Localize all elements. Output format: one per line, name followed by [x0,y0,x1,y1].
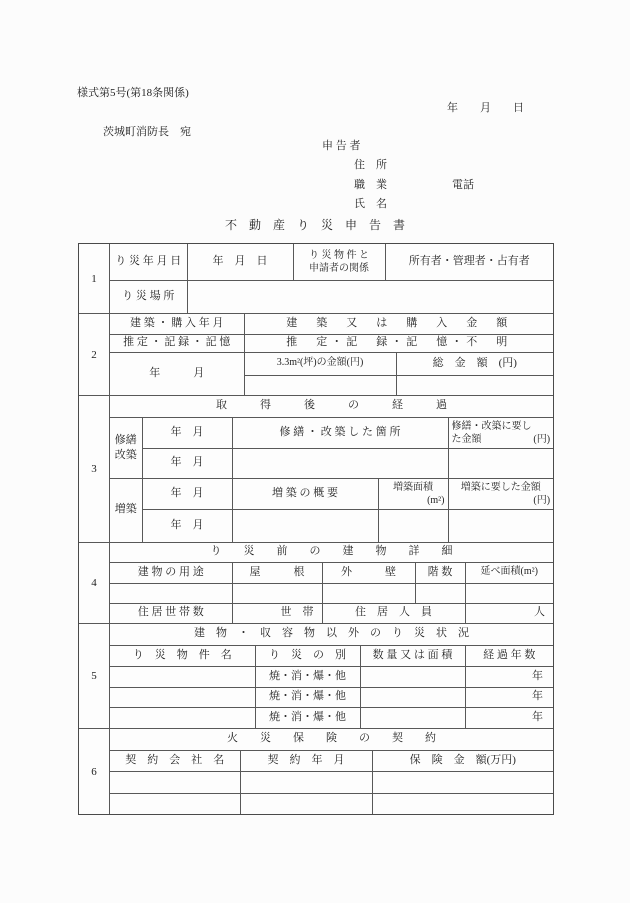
section-5 [79,623,553,728]
quantity-input-cell [360,687,465,707]
company-label: 契 約 会 社 名 [110,750,240,771]
damage-row-2 [110,687,553,707]
damage-type-options: 焼・消・爆・他 [255,687,360,707]
elapsed-years-unit: 年 [465,687,553,707]
repair-rebuild-label: 修繕 改築 [110,417,142,478]
address-label: 住 所 [354,159,387,171]
name-label: 氏 名 [354,198,387,210]
date-line: 年 月 日 [447,102,524,114]
extension-cost-input-cell [448,509,553,542]
phone-label: 電話 [452,179,474,191]
company-input-cell [110,771,240,793]
building-detail-header: り 災 前 の 建 物 詳 細 [110,543,553,562]
damage-type-options: 焼・消・爆・他 [255,666,360,687]
risai-date-value: 年 月 日 [187,244,293,280]
form-number: 様式第5号(第18条関係) [77,87,189,99]
total-amount-label: 総 金 額 (円) [396,352,553,375]
floors-label: 階 数 [415,562,465,583]
section-4-number: 4 [79,543,110,623]
repair-place-input-cell [232,448,448,478]
declaration-table [78,243,554,815]
section-2 [79,313,553,395]
extension-area-label: 増築面積 (m²) [378,478,448,509]
quantity-label: 数 量 又 は 面 積 [360,645,465,666]
declarant-label: 申 告 者 [322,140,361,152]
extension-ym-label-2: 年 月 [142,509,232,542]
unit-price-label: 3.3m²(坪)の金額(円) [244,352,396,375]
unit-price-input-cell [244,375,396,395]
extension-ym-label: 年 月 [142,478,232,509]
section-6 [79,728,553,814]
extension-label: 増築 [110,478,142,542]
other-damage-header: 建 物 ・ 収 容 物 以 外 の り 災 状 況 [110,624,553,645]
elapsed-years-unit: 年 [465,666,553,687]
risai-date-label: り 災 年 月 日 [110,244,187,280]
section-5-number: 5 [79,624,110,728]
residents-unit: 人 [465,603,553,623]
extension-cost-label: 増築に要した金額 (円) [448,478,553,509]
acquisition-header: 取 得 後 の 経 過 [110,396,553,417]
insurance-row-2 [110,793,553,814]
insurance-amount-label: 保 険 金 額(万円) [372,750,553,771]
damage-row-1 [110,666,553,687]
occupation-label: 職 業 [354,179,387,191]
section-6-number: 6 [79,729,110,814]
relation-options: 所有者・管理者・占有者 [385,244,553,280]
quantity-input-cell [360,666,465,687]
roof-label: 屋 根 [232,562,322,583]
repair-ym-label: 年 月 [142,417,232,448]
repair-place-label: 修 繕 ・ 改 築 し た 箇 所 [232,417,448,448]
contract-date-input-cell [240,793,372,814]
roof-input-cell [232,583,322,603]
item-name-input-cell [110,707,255,728]
damage-type-label: り 災 の 別 [255,645,360,666]
risai-place-label: り 災 場 所 [110,280,187,313]
section-3 [79,395,553,542]
built-amount-label: 建 築 又 は 購 入 金 額 [244,314,553,334]
section-2-number: 2 [79,314,110,395]
estimate-label: 推 定 ・ 記 録 ・ 記 憶 [110,334,244,352]
estimate-options: 推 定・記 録・記 憶・不 明 [244,334,553,352]
section-1 [79,244,553,313]
repair-cost-label: 修繕・改築に要し た金額 (円) [448,417,553,448]
households-label: 住 居 世 帯 数 [110,603,232,623]
elapsed-years-unit: 年 [465,707,553,728]
extension-area-input-cell [378,509,448,542]
contract-date-label: 契 約 年 月 [240,750,372,771]
area-input-cell [465,583,553,603]
relation-label: り 災 物 件 と 申請者の関係 [293,244,385,280]
damage-row-3 [110,707,553,728]
total-amount-input-cell [396,375,553,395]
usage-input-cell [110,583,232,603]
quantity-input-cell [360,707,465,728]
addressee: 茨城町消防長 宛 [103,126,191,138]
section-4 [79,542,553,623]
risai-place-input-cell [187,280,553,313]
item-name-label: り 災 物 件 名 [110,645,255,666]
section-1-number: 1 [79,244,110,313]
floors-input-cell [415,583,465,603]
item-name-input-cell [110,666,255,687]
company-input-cell [110,793,240,814]
contract-date-input-cell [240,771,372,793]
extension-summary-label: 増 築 の 概 要 [232,478,378,509]
insurance-amount-input-cell [372,771,553,793]
item-name-input-cell [110,687,255,707]
repair-cost-input-cell [448,448,553,478]
built-label: 建 築 ・ 購 入 年 月 [110,314,244,334]
households-unit: 世 帯 [232,603,322,623]
damage-type-options: 焼・消・爆・他 [255,707,360,728]
fire-insurance-header: 火 災 保 険 の 契 約 [110,729,553,750]
insurance-row-1 [110,771,553,793]
occupation-line [354,176,474,192]
area-label: 延べ面積(m²) [465,562,553,583]
page-title: 不 動 産 り 災 申 告 書 [224,218,405,232]
wall-input-cell [322,583,415,603]
repair-ym-label-2: 年 月 [142,448,232,478]
residents-label: 住 居 人 員 [322,603,465,623]
usage-label: 建 物 の 用 途 [110,562,232,583]
elapsed-years-label: 経 過 年 数 [465,645,553,666]
insurance-amount-input-cell [372,793,553,814]
extension-summary-input-cell [232,509,378,542]
section-3-number: 3 [79,396,110,542]
year-month-label: 年 月 [110,352,244,395]
wall-label: 外 壁 [322,562,415,583]
